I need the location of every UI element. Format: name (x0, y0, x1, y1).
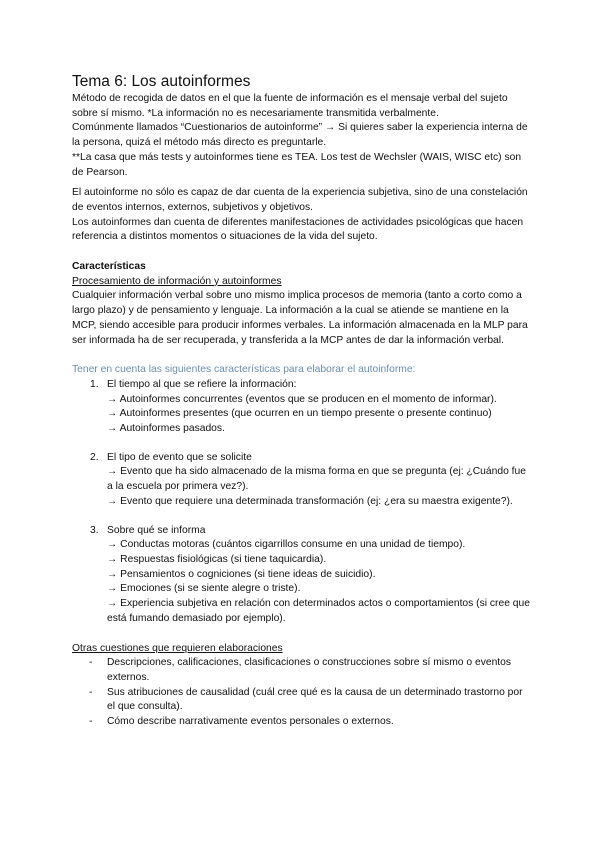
tener-item-title: El tipo de evento que se solicite (107, 451, 252, 463)
tener-sub-item: → Evento que ha sido almacenado de la misma forma en que se pregunta (ej: ¿Cuándo fue a la escuela por primera vez?). (107, 466, 526, 493)
intro2-paragraph-1: El autoinforme no sólo es capaz de dar cuenta de la experiencia subjetiva, sino de una constelación de eventos internos, externos, subjetivos y objetivos. (72, 187, 528, 213)
page-title: Tema 6: Los autoinformes (72, 73, 251, 90)
tener-sub-item: → Experiencia subjetiva en relación con determinados actos o comportamientos (si cree que está fumando demasiado por ejemplo). (107, 598, 530, 624)
tener-sub-item: → Respuestas fisiológicas (si tiene taquicardia). (107, 553, 327, 565)
intro2-paragraph-2: Los autoinformes dan cuenta de diferentes manifestaciones de actividades psicológicas que hacen referencia a distintos momentos o situaciones de la vida del sujeto. (72, 216, 524, 243)
tener-sub-item: → Emociones (si se siente alegre o triste). (107, 583, 301, 595)
dash-bullet: - (89, 657, 93, 669)
page-content (72, 72, 530, 730)
caracteristicas-subheading: Procesamiento de información y autoinformes (72, 275, 282, 287)
intro-paragraph-1: Método de recogida de datos en el que la fuente de información es el mensaje verbal del sujeto sobre sí mismo. *La información no es necesariamente transmitida verbalmente. (72, 93, 508, 119)
otras-item (72, 715, 530, 730)
tener-item-2 (72, 451, 530, 510)
intro-paragraph-2: Comúnmente llamados “Cuestionarios de autoinforme” → Si quieres saber la experiencia interna de la persona, quizá el método más directo es preguntarle. (72, 122, 528, 149)
dash-bullet: - (89, 716, 93, 728)
tener-item-title: El tiempo al que se refiere la información: (107, 378, 297, 390)
tener-item-number: 1. (90, 378, 99, 390)
otras-item-text: Cómo describe narrativamente eventos personales o externos. (107, 716, 394, 728)
tener-sub-item: → Autoinformes concurrentes (eventos que se producen en el momento de informar). (107, 393, 497, 405)
caracteristicas-heading: Características (72, 261, 146, 273)
otras-heading: Otras cuestiones que requieren elaboraciones (72, 642, 283, 654)
tener-sub-item: → Conductas motoras (cuántos cigarrillos consume en una unidad de tiempo). (107, 539, 466, 551)
tener-item-title: Sobre qué se informa (107, 524, 206, 536)
otras-list (72, 656, 530, 730)
tener-sub-item: → Pensamientos o cogniciones (si tiene ideas de suicidio). (107, 568, 376, 580)
list-spacer (72, 510, 530, 524)
otras-item (72, 686, 530, 715)
tener-item-3 (72, 524, 530, 627)
caracteristicas-body: Cualquier información verbal sobre uno mismo implica procesos de memoria (tanto a corto como a largo plazo) y de pensamiento y lenguaje. La información a la cual se atiende se mantiene en la MCP, siendo accesible para producir informes verbales. La información almacenada en la MLP para ser informada ha de ser recuperada, y transferida a la MCP antes de dar la información verbal. (72, 290, 528, 346)
intro-paragraph-3: **La casa que más tests y autoinformes tiene es TEA. Los test de Wechsler (WAIS, WISC etc) son de Pearson. (72, 151, 522, 178)
tener-item-number: 2. (90, 451, 99, 463)
tener-item-1 (72, 378, 530, 437)
otras-item (72, 656, 530, 685)
tener-item-number: 3. (90, 524, 99, 536)
list-spacer (72, 437, 530, 451)
dash-bullet: - (89, 686, 93, 698)
tener-sub-item: → Evento que requiere una determinada transformación (ej: ¿era su maestra exigente?). (107, 495, 513, 507)
otras-item-text: Descripciones, calificaciones, clasificaciones o construcciones sobre sí mismo o eventos externos. (107, 657, 512, 683)
otras-item-text: Sus atribuciones de causalidad (cuál cree qué es la causa de un determinado trastorno por el que consulta). (107, 686, 523, 713)
tener-sub-item: → Autoinformes presentes (que ocurren en un tiempo presente o presente continuo) (107, 408, 492, 420)
tener-list (72, 378, 530, 627)
tener-sub-item: → Autoinformes pasados. (107, 423, 225, 435)
tener-heading: Tener en cuenta las siguientes características para elaborar el autoinforme: (72, 364, 416, 376)
